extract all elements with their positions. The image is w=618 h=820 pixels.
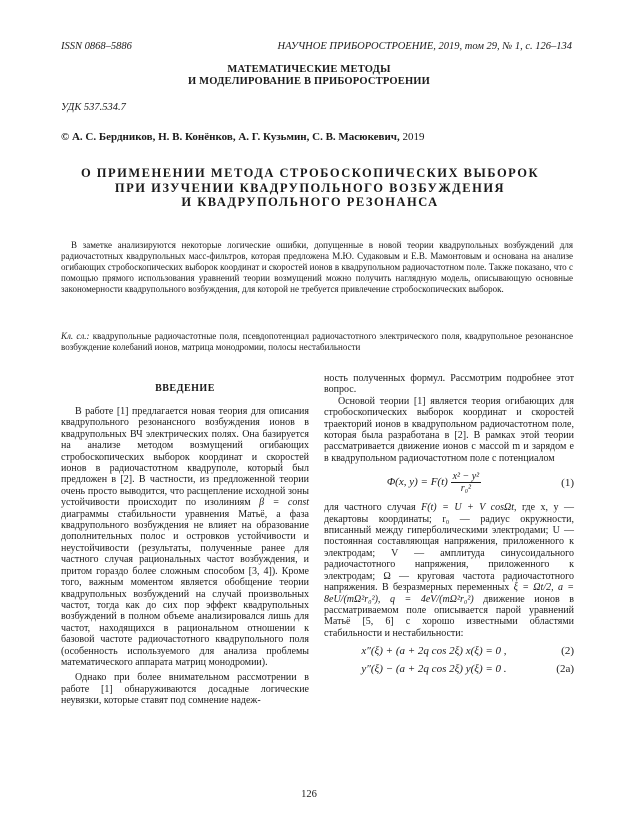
eq2a-body: y″(ξ) − (a + 2q cos 2ξ) y(ξ) = 0 .	[361, 663, 507, 676]
eq1-fraction	[451, 471, 482, 494]
equation-2	[324, 645, 574, 663]
udk-code: УДК 537.534.7	[61, 102, 126, 113]
eq1-lhs: Φ(x, y) = F(t)	[386, 476, 448, 489]
q-formula: q = 4eV/(mΩ²r₀²)	[389, 593, 474, 605]
eq2-body: x″(ξ) + (a + 2q cos 2ξ) x(ξ) = 0 ,	[361, 645, 507, 658]
ft-formula: F(t) = U + V cosΩt	[421, 502, 514, 514]
left-column	[61, 406, 309, 707]
right-column	[324, 373, 574, 681]
eq2-label: (2)	[561, 645, 574, 658]
copyright-sign: ©	[61, 131, 70, 143]
abstract: В заметке анализируются некоторые логические ошибки, допущенные в новой теории квадрупольных возбуждений для радиочастотных квадрупольных масс-фильтров, которая предложена М.Ю. Судаковым и Е.В. Мамонтовым и основана на анализе огибающих стробоскопических выборок координат и скоростей ионов в квадрупольном радиочастотном поле. Также показано, что с помощью прямого использования уравнений теории возмущений можно получить наглядную модель, описывающую основные закономерности квадрупольного возбуждения, для которой не требуется привлечение стробоскопических выборок.	[61, 240, 573, 294]
keywords-label: Кл. сл.:	[61, 331, 90, 341]
section-title: ВВЕДЕНИЕ	[155, 383, 215, 394]
eq1-label: (1)	[561, 477, 574, 490]
keywords	[61, 331, 573, 353]
journal-citation: НАУЧНОЕ ПРИБОРОСТРОЕНИЕ, 2019, том 29, № 1, с. 126–134	[277, 41, 572, 52]
beta-condition: β = const	[259, 497, 309, 509]
continuation-paragraph: ность полученных формул. Рассмотрим подробнее этот вопрос.	[324, 373, 574, 396]
eq1-denominator: r₀²	[460, 483, 472, 495]
eq2a-label: (2a)	[556, 663, 574, 676]
publication-year: 2019	[402, 131, 425, 143]
eq1-numerator: x² − y²	[452, 471, 480, 483]
defs-text-a: для частного случая	[324, 502, 416, 514]
authors	[61, 131, 425, 143]
intro-text-a: В работе [1] предлагается новая теория для описания квадрупольного резонансного возбуждения ионов в квадрупольных ВЧ электрических полях. Она базируется на анализе методом возмущений огибающих стробоскопических выборок координат и скоростей ионов в радиочастотном квадруполе, который был предложен в [2]. В частности, из предложенной теории очень просто выводится, что расщепление исходной зоны устойчивости происходит по изолиниям	[61, 406, 309, 509]
author-names: А. С. Бердников, Н. В. Конёнков, А. Г. Кузьмин, С. В. Масюкевич,	[71, 131, 400, 143]
equation-1	[324, 468, 574, 502]
intro-paragraph-2: Однако при более внимательном рассмотрении в работе [1] обнаруживаются досадные логические неувязки, которые ставят под сомнение надеж-	[61, 672, 309, 707]
intro-text-b: диаграммы стабильности уравнения Матьё, а фаза квадрупольного возбуждения не влияет на образование дополнительных полос и островков устойчивости и неустойчивости (результаты, полученные ранее для частного случая рациональных частот возбуждения, и притом гораздо более сложным способом [3, 4]). Кроме того, важным моментом является обобщение теории квадрупольных возбуждений на случай произвольных частот, тогда как до сих пор эффект квадрупольных возбуждений в полном объеме анализировался лишь для частот, находящихся в рациональном отношении к базовой частоте радиочастотного квадрупольного поля (особенность используемого для анализа проблемы математического аппарата матриц монодромии).	[61, 508, 309, 668]
defs-text-b: , где x, y — декартовы координаты; r₀ — радиус окружности, вписанный между гиперболическими электродами; U — постоянная составляющая напряжения, приложенного к электродам; V — амплитуда синусоидального радиочастотного напряжения, приложенного к электродам; Ω — круговая частота радиочастотного напряжения. В безразмерных переменных	[324, 502, 574, 594]
xi-formula: ξ = Ωt/2,	[513, 582, 554, 594]
issn: ISSN 0868–5886	[61, 41, 132, 52]
page-number: 126	[301, 789, 317, 800]
keywords-text: квадрупольные радиочастотные поля, псевдопотенциал радиочастотного электрического поля, квадрупольное резонансное возбуждение колебаний ионов, матрица монодромии, полосы нестабильности	[61, 331, 573, 352]
rubric-line-1: МАТЕМАТИЧЕСКИЕ МЕТОДЫ	[227, 64, 391, 75]
defs-text-c: движение ионов в рассматриваемом поле описывается парой уравнений Матьё [5, 6] с хорошо известными областями стабильности и нестабильности:	[324, 593, 574, 639]
rubric-line-2: И МОДЕЛИРОВАНИЕ В ПРИБОРОСТРОЕНИИ	[187, 76, 431, 87]
theory-paragraph: Основой теории [1] является теория огибающих для стробоскопических выборок координат и скоростей траекторий ионов в квадрупольном радиочастотном поле, которая была разработана в [2]. В рамках этой теории рассматривается движение ионов с массой m и зарядом e в квадрупольном радиочастотном поле с потенциалом	[324, 395, 574, 464]
title-line-2: ПРИ ИЗУЧЕНИИ КВАДРУПОЛЬНОГО ВОЗБУЖДЕНИЯ	[114, 180, 506, 195]
equation-2a	[324, 663, 574, 681]
definitions-paragraph	[324, 502, 574, 639]
a-formula: a = 8eU/(mΩ²r₀²),	[324, 582, 575, 605]
article-title	[40, 166, 580, 210]
title-line-3: И КВАДРУПОЛЬНОГО РЕЗОНАНСА	[181, 195, 439, 209]
title-line-1: О ПРИМЕНЕНИИ МЕТОДА СТРОБОСКОПИЧЕСКИХ ВЫБОРОК	[80, 166, 540, 180]
intro-paragraph-1	[61, 406, 309, 668]
